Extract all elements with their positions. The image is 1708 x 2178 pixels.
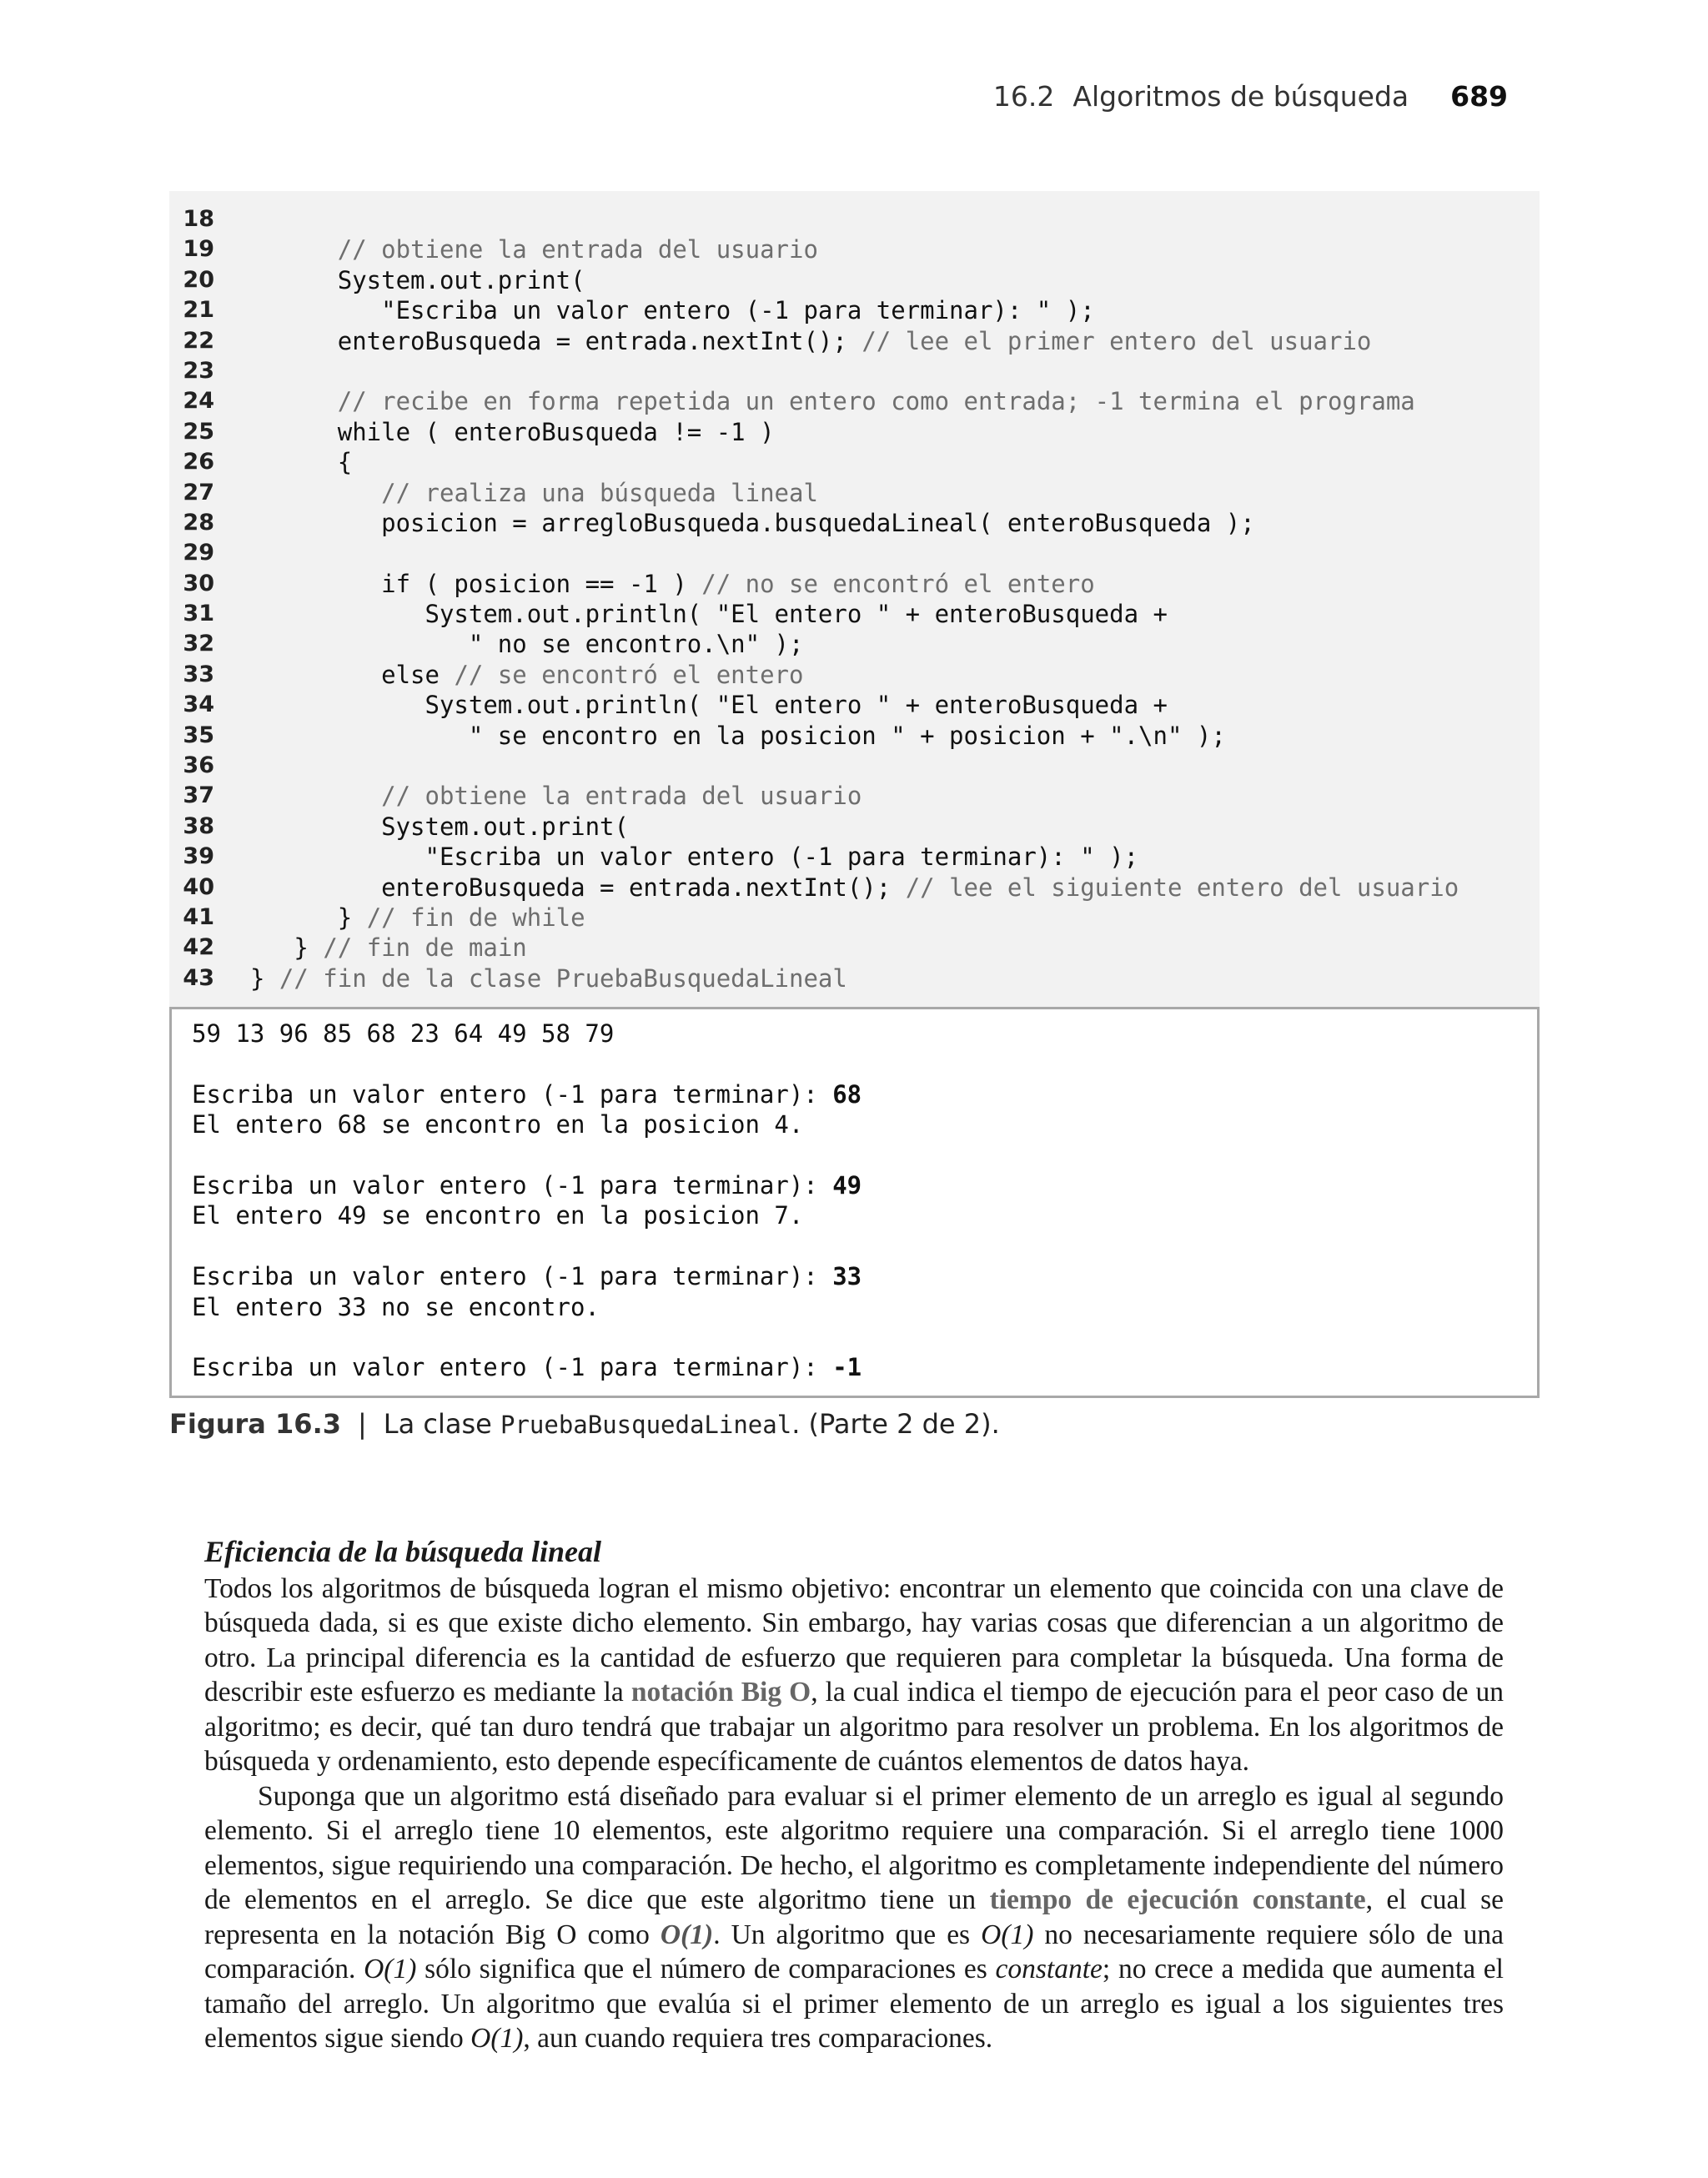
code-line: [169, 599, 1540, 629]
code-comment: // se encontró el entero: [454, 660, 804, 689]
output-line: [192, 1019, 862, 1049]
output-text: El entero 68 se encontro en la posicion 4.: [192, 1110, 804, 1139]
emphasis-run: constante: [995, 1954, 1103, 1984]
code-comment: // obtiene la entrada del usuario: [337, 235, 818, 264]
code-text: [250, 812, 629, 842]
code-statement: " no se encontro.\n" );: [250, 630, 804, 659]
text-run: Todos los algoritmos de búsqueda logran el mismo objetivo: encontrar un elemento que coincida con una clave de búsqueda dada, si es que existe dicho elemento. Sin embargo, hay varias cosas que diferencian a un algoritmo de otro. La principal diferencia es la cantidad de esfuerzo que requieren para completar la búsqueda. Una forma de describir este esfuerzo es mediante la: [204, 1572, 1504, 1708]
line-number: 24: [183, 388, 214, 415]
code-line: [169, 326, 1540, 356]
code-line: [169, 903, 1540, 933]
output-text: Escriba un valor entero (-1 para terminar):: [192, 1353, 833, 1382]
code-text: [250, 234, 818, 264]
code-statement: }: [250, 933, 324, 963]
code-text: [250, 963, 847, 993]
line-number: 41: [183, 903, 214, 930]
output-line: [192, 1049, 862, 1079]
code-statement: enteroBusqueda = entrada.nextInt();: [250, 873, 906, 902]
page-number: 689: [1450, 80, 1508, 113]
code-line: [169, 356, 1540, 386]
code-lines: [169, 204, 1540, 993]
code-line: [169, 873, 1540, 903]
line-number: 43: [183, 964, 214, 991]
line-number: 26: [183, 449, 214, 475]
code-text: [250, 690, 1168, 720]
output-text: Escriba un valor entero (-1 para terminar):: [192, 1170, 833, 1200]
code-comment: // lee el siguiente entero del usuario: [905, 873, 1459, 902]
emphasis-run: O(1): [470, 2023, 524, 2054]
code-statement: System.out.println( "El entero " + enteroBusqueda +: [250, 691, 1168, 720]
code-text: [250, 386, 1415, 416]
code-statement: }: [250, 903, 367, 932]
output-text: 59 13 96 85 68 23 64 49 58 79: [192, 1019, 615, 1048]
user-input: 68: [832, 1079, 862, 1109]
line-number: 30: [183, 570, 214, 596]
code-text: [250, 508, 1255, 538]
caption-suffix: . (Parte 2 de 2).: [791, 1408, 1000, 1440]
code-statement: " se encontro en la posicion " + posicion + ".\n" );: [250, 721, 1226, 750]
line-number: 22: [183, 327, 214, 354]
figure-caption: [169, 1408, 1000, 1440]
output-line: [192, 1079, 862, 1109]
code-statement: enteroBusqueda = entrada.nextInt();: [250, 326, 862, 355]
code-text: [250, 326, 1371, 356]
line-number: 37: [183, 782, 214, 809]
output-text: Escriba un valor entero (-1 para terminar):: [192, 1079, 833, 1109]
running-header: [993, 80, 1508, 113]
code-text: [250, 569, 1095, 599]
emphasis-run: O(1): [660, 1919, 714, 1950]
code-text: [250, 903, 585, 933]
paragraph-2: [204, 1779, 1504, 2056]
text-run: , el cual se representa en la notación Big O como: [204, 1884, 1504, 1950]
line-number: 38: [183, 812, 214, 839]
code-statement: else: [250, 660, 455, 689]
code-statement: [250, 782, 381, 810]
caption-separator: |: [357, 1408, 367, 1440]
code-line: [169, 447, 1540, 477]
code-line: [169, 690, 1540, 720]
line-number: 19: [183, 236, 214, 263]
line-number: 33: [183, 661, 214, 687]
code-line: [169, 234, 1540, 264]
code-statement: [250, 479, 381, 507]
user-input: -1: [832, 1353, 862, 1382]
line-number: 31: [183, 601, 214, 627]
code-text: [250, 660, 803, 690]
code-line: [169, 204, 1540, 234]
code-statement: "Escriba un valor entero (-1 para terminar): " );: [250, 843, 1139, 872]
caption-classname: PruebaBusquedaLineal: [500, 1411, 792, 1439]
line-number: 18: [183, 206, 214, 232]
code-statement: }: [250, 963, 279, 993]
code-line: [169, 933, 1540, 963]
output-line: [192, 1352, 862, 1382]
code-line: [169, 842, 1540, 872]
program-output: [169, 1007, 1540, 1398]
output-text: El entero 49 se encontro en la posicion 7.: [192, 1201, 804, 1230]
code-statement: System.out.println( "El entero " + enteroBusqueda +: [250, 600, 1168, 629]
text-run: . Un algoritmo que es: [713, 1919, 982, 1950]
output-line: [192, 1170, 862, 1200]
text-run: , la cual indica el tiempo de ejecución para el peor caso de un algoritmo; es decir, qué tan duro tendrá que trabajar un algoritmo para resolver un problema. En los algoritmos de búsqueda y ordenamiento, esto depende específicamente de cuántos elementos de datos haya.: [204, 1677, 1504, 1777]
line-number: 28: [183, 509, 214, 536]
header-section-number: 16.2: [992, 80, 1055, 113]
line-number: 27: [183, 479, 214, 506]
line-number: 40: [183, 873, 214, 900]
output-text: El entero 33 no se encontro.: [192, 1292, 600, 1321]
code-line: [169, 569, 1540, 599]
code-statement: if ( posicion == -1 ): [250, 569, 702, 598]
line-number: 20: [183, 266, 214, 293]
output-line: [192, 1322, 862, 1352]
code-line: [169, 538, 1540, 568]
line-number: 25: [183, 418, 214, 445]
code-text: [250, 721, 1226, 751]
code-comment: // fin de while: [366, 903, 585, 932]
text-run: ; no crece a medida que aumenta el tamaño del arreglo. Un algoritmo que evalúa si el primer elemento de un arreglo es igual a los siguientes tres elementos sigue siendo: [204, 1954, 1504, 2054]
code-text: [250, 295, 1095, 325]
text-run: no necesariamente requiere sólo de una comparación.: [204, 1919, 1504, 1984]
code-line: [169, 721, 1540, 751]
code-comment: // recibe en forma repetida un entero como entrada; -1 termina el programa: [337, 387, 1415, 416]
code-comment: // realiza una búsqueda lineal: [381, 478, 818, 507]
code-text: [250, 265, 585, 295]
code-text: [250, 599, 1168, 629]
line-number: 36: [183, 752, 214, 779]
code-line: [169, 478, 1540, 508]
caption-prefix: La clase: [383, 1408, 500, 1440]
output-line: [192, 1109, 862, 1139]
line-number: 23: [183, 357, 214, 384]
output-lines: [192, 1019, 862, 1383]
code-line: [169, 812, 1540, 842]
line-number: 35: [183, 722, 214, 748]
code-line: [169, 660, 1540, 690]
user-input: 33: [832, 1262, 862, 1291]
output-line: [192, 1200, 862, 1230]
paragraph-1: [204, 1572, 1504, 1779]
code-statement: System.out.print(: [250, 265, 585, 294]
header-section-title: Algoritmos de búsqueda: [1073, 80, 1409, 113]
output-line: [192, 1261, 862, 1291]
line-number: 39: [183, 843, 214, 870]
text-run: Suponga que un algoritmo está diseñado para evaluar si el primer elemento de un arreglo es igual al segundo elemento. Si el arreglo tiene 10 elementos, este algoritmo requiere una comparación. Si el arreglo tiene 1000 elementos, sigue requiriendo una comparación. De hecho, el algoritmo es completamente independiente del número de elementos en el arreglo. Se dice que este algoritmo tiene un: [204, 1780, 1504, 1915]
code-line: [169, 265, 1540, 295]
code-text: [250, 417, 775, 447]
code-text: [250, 842, 1138, 872]
line-number: 32: [183, 631, 214, 657]
text-run: , aun cuando requiera tres comparaciones.: [523, 2023, 993, 2054]
code-statement: [250, 387, 338, 415]
figure-label: Figura 16.3: [169, 1408, 341, 1440]
output-line: [192, 1140, 862, 1170]
code-comment: // no se encontró el entero: [701, 569, 1095, 598]
code-text: [250, 873, 1459, 903]
code-line: [169, 963, 1540, 993]
code-statement: while ( enteroBusqueda != -1 ): [250, 417, 775, 446]
code-text: [250, 447, 352, 477]
user-input: 49: [832, 1170, 862, 1200]
section-heading: Eficiencia de la búsqueda lineal: [204, 1535, 601, 1568]
code-line: [169, 629, 1540, 659]
body-text: [204, 1535, 1504, 2056]
code-statement: [250, 235, 338, 264]
code-text: [250, 781, 862, 811]
code-text: [250, 478, 818, 508]
code-line: [169, 508, 1540, 538]
line-number: 29: [183, 540, 214, 566]
code-statement: {: [250, 448, 353, 477]
text-run: sólo significa que el número de comparaciones es: [416, 1954, 996, 1984]
code-comment: // fin de main: [323, 933, 527, 963]
output-text: Escriba un valor entero (-1 para terminar):: [192, 1262, 833, 1291]
code-comment: // fin de la clase PruebaBusquedaLineal: [279, 963, 847, 993]
output-line: [192, 1292, 862, 1322]
emphasis-run: notación Big O: [630, 1677, 811, 1708]
code-line: [169, 417, 1540, 447]
code-comment: // lee el primer entero del usuario: [862, 326, 1372, 355]
emphasis-run: tiempo de ejecución constante: [989, 1884, 1366, 1915]
code-text: [250, 933, 527, 963]
line-number: 21: [183, 297, 214, 324]
code-line: [169, 751, 1540, 781]
line-number: 34: [183, 692, 214, 718]
code-line: [169, 386, 1540, 416]
code-line: [169, 781, 1540, 811]
code-listing: [169, 191, 1540, 1007]
code-statement: "Escriba un valor entero (-1 para terminar): " );: [250, 296, 1095, 325]
line-number: 42: [183, 934, 214, 961]
code-line: [169, 295, 1540, 325]
code-statement: posicion = arregloBusqueda.busquedaLineal( enteroBusqueda );: [250, 508, 1255, 537]
code-comment: // obtiene la entrada del usuario: [381, 782, 862, 811]
emphasis-run: O(1): [364, 1954, 417, 1984]
code-text: [250, 629, 803, 659]
emphasis-run: O(1): [981, 1919, 1034, 1950]
code-statement: System.out.print(: [250, 812, 629, 841]
output-line: [192, 1231, 862, 1261]
